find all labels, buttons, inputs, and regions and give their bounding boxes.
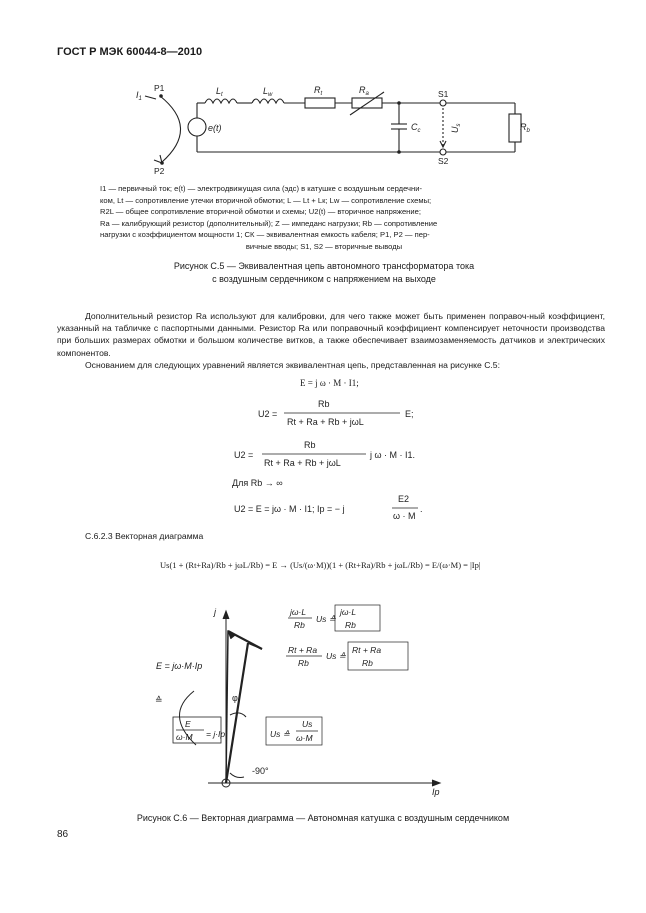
body-text [57, 310, 605, 371]
svg-text:jω·L: jω·L [340, 607, 357, 617]
svg-text:Us ≙: Us ≙ [316, 614, 336, 624]
label-p1: P1 [154, 83, 165, 93]
svg-text:Rt + Ra: Rt + Ra [352, 645, 382, 655]
label-j: j [214, 607, 216, 617]
svg-text:Rb: Rb [362, 658, 373, 668]
paragraph: Дополнительный резистор Ra используют для калибровки, для чего также может быть применен поправоч-ный коэффициент, указанный на табличке с паспортными данными. Резистор Ra или поправочный коэффициент компенсирует неточности производства при больших размерах обмотки и большом количестве витков, а также обеспечивает взаимозаменяемость датчиков и электрических компонентов. [57, 311, 605, 358]
equivalent-circuit [0, 0, 646, 183]
vector-diagram [0, 595, 646, 805]
vector-equation: Us(1 + (Rt+Ra)/Rb + jωL/Rb) = E → (Us/(ω·M))(1 + (Rt+Ra)/Rb + jωL/Rb) = E/(ω·M) = |Ip| [160, 560, 481, 570]
page-number: 86 [57, 829, 69, 840]
svg-text:Rb: Rb [294, 620, 305, 630]
svg-text:Для Rb → ∞: Для Rb → ∞ [232, 478, 283, 488]
svg-text:ω · M: ω · M [393, 511, 416, 520]
svg-text:E2: E2 [398, 494, 410, 504]
svg-text:Rt + Ra + Rb + jωL: Rt + Ra + Rb + jωL [287, 417, 364, 427]
terminal-s2 [440, 149, 446, 155]
svg-text:E;: E; [405, 409, 414, 419]
svg-text:Rt + Ra: Rt + Ra [288, 645, 318, 655]
legend-line: ком, Lt — сопротивление утечки вторичной обмотки; L — Lt + Lк; Lw — сопротивление схемы; [100, 195, 432, 205]
label-rb: $R_b$ [520, 122, 530, 134]
svg-text:U2 =: U2 = [234, 450, 254, 460]
label-s2: S2 [438, 156, 449, 166]
legend-line: I1 — первичный ток; e(t) — электродвижущая сила (эдс) в катушке с воздушным сердечни- [100, 184, 422, 193]
label-p2: P2 [154, 166, 165, 176]
side-mark: ≙ [155, 695, 163, 705]
label-cc: $C_c$ [411, 122, 421, 134]
svg-text:.: . [420, 504, 423, 514]
svg-text:Us ≙: Us ≙ [270, 729, 290, 739]
svg-text:E: E [185, 719, 191, 729]
svg-text:j ω · M · I1.: j ω · M · I1. [370, 450, 416, 460]
equation-1: E = j ω · M · I1; [300, 378, 359, 388]
svg-text:= j·Ip: = j·Ip [206, 729, 226, 739]
label-us: $U_s$ [450, 123, 462, 133]
inductor-lw [252, 99, 284, 103]
legend-line: Ra — калибрующий резистор (дополнительный); Z — импеданс нагрузки; Rb — сопротивление [100, 218, 438, 228]
figure-c6-caption: Рисунок С.6 — Векторная диаграмма — Автономная катушка с воздушным сердечником [136, 813, 510, 823]
svg-text:Us ≙: Us ≙ [326, 651, 346, 661]
svg-text:Rb: Rb [304, 440, 316, 450]
label-angle: -90° [252, 766, 269, 776]
label-lt: $L_t$ [216, 86, 223, 98]
emf-source-symbol [188, 118, 206, 136]
minus90-arc [230, 773, 244, 778]
legend-line: вичные вводы; S1, S2 — вторичные выводы [245, 241, 403, 251]
equations-block [0, 395, 646, 520]
svg-text:ω·M: ω·M [176, 732, 193, 742]
label-ip: Ip [432, 787, 440, 797]
legend-line: R2L — общее сопротивление вторичной обмотки и схемы; U2(t) — вторичное напряжение; [100, 207, 421, 217]
terminal-s1 [440, 100, 446, 106]
svg-text:jω·L: jω·L [290, 607, 307, 617]
figure-c5-caption: Рисунок С.5 — Эквивалентная цепь автономного трансформатора тока с воздушным сердечником с напряжением на выходе [173, 261, 475, 284]
label-phi: φ [232, 693, 238, 703]
primary-conductor-arc [160, 96, 181, 162]
label-i1: $I_1$ [136, 90, 142, 102]
label-lw: $L_w$ [263, 86, 273, 98]
label-rt: $R_t$ [314, 85, 323, 97]
svg-text:ω·M: ω·M [296, 733, 313, 743]
svg-text:Rb: Rb [318, 399, 330, 409]
circuit-legend [100, 183, 548, 253]
resistor-rt [305, 98, 335, 108]
svg-text:Us: Us [302, 719, 313, 729]
label-emf: e(t) [208, 123, 222, 133]
svg-text:U2 = E = jω · M · I1; Ip = −: U2 = E = jω · M · I1; Ip = − j [234, 504, 345, 514]
document-header: ГОСТ Р МЭК 60044-8—2010 [57, 46, 203, 58]
section-title: С.6.2.3 Векторная диаграмма [85, 531, 204, 541]
label-s1: S1 [438, 89, 449, 99]
svg-text:Rt + Ra + Rb + jωL: Rt + Ra + Rb + jωL [264, 458, 341, 468]
inductor-lt [205, 99, 237, 103]
label-e: E = jω·M·Ip [156, 661, 203, 671]
svg-text:Rb: Rb [298, 658, 309, 668]
legend-line: нагрузки с коэффициентом мощности 1; CК — эквивалентная емкость кабеля; P1, P2 — пер- [100, 230, 430, 240]
svg-text:Rb: Rb [345, 620, 356, 630]
paragraph: Основанием для следующих уравнений является эквивалентная цепь, представленная на рисунке С.5: [85, 359, 500, 370]
svg-text:U2 =: U2 = [258, 409, 278, 419]
label-ra: $R_a$ [359, 85, 369, 97]
